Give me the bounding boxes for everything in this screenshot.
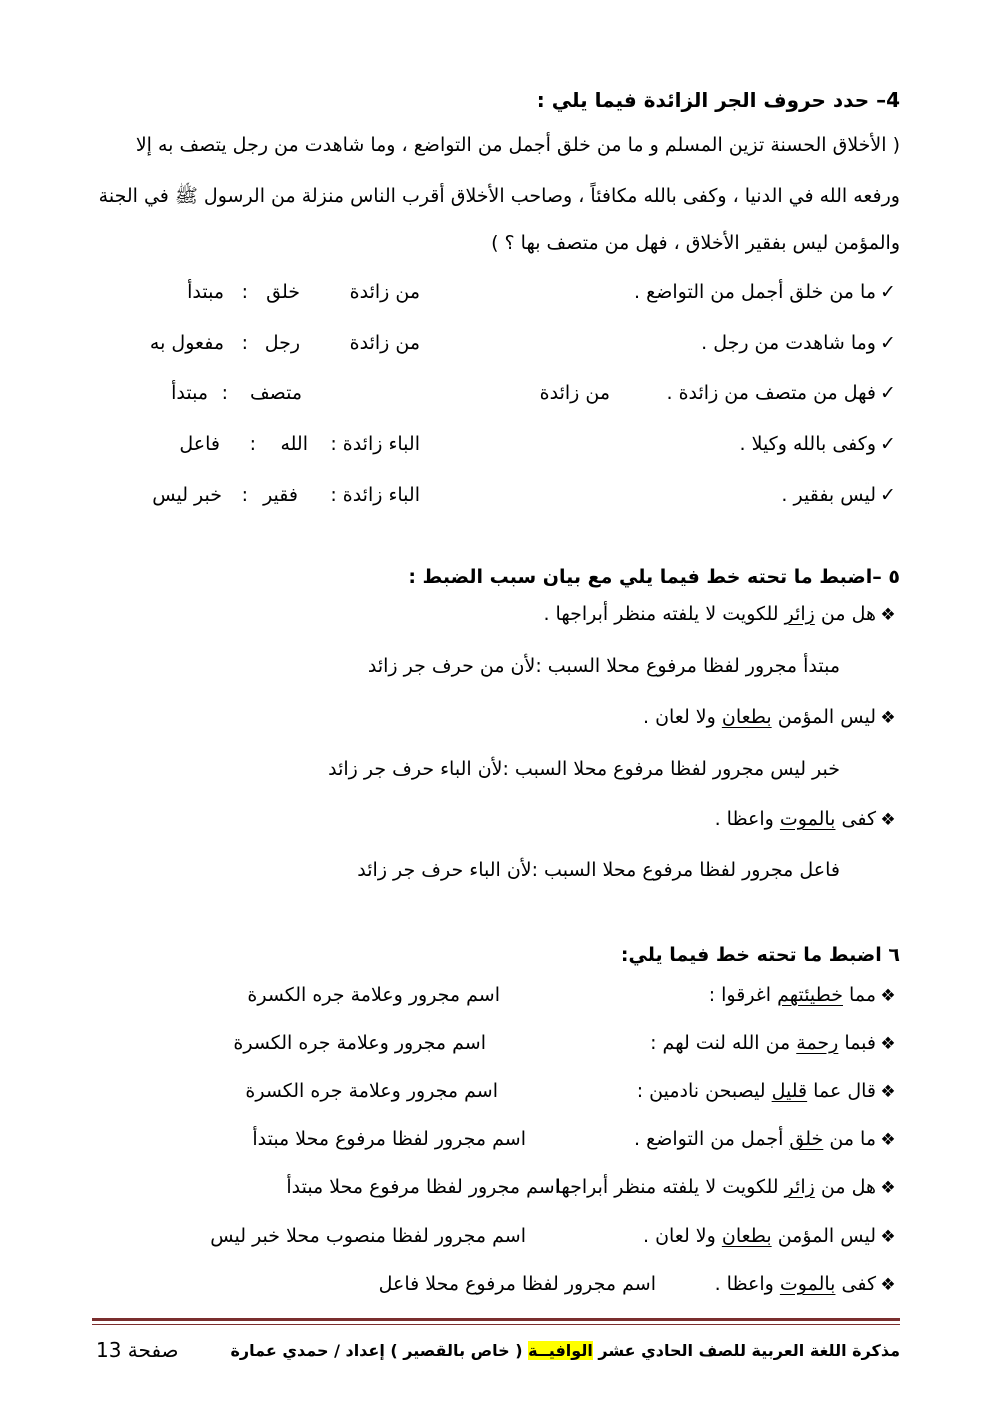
- underlined-word: خلق: [789, 1128, 824, 1150]
- underlined-word: بالموت: [779, 1273, 836, 1295]
- q4-row-sentence: ✓فهل من متصف من زائدة .: [667, 382, 900, 404]
- footer-text: مذكرة اللغة العربية للصف الحادي عشر الوافيــة ( خاص بالقصير ) إعداد / حمدي عمارة: [230, 1341, 900, 1360]
- underlined-word: خطيئتهم: [777, 984, 843, 1006]
- q6-item: ❖كفى بالموت واعظا .: [715, 1273, 900, 1295]
- q5-answer: مبتدأ مجرور لفظا مرفوع محلا السبب :لأن من حرف جر زائد: [367, 655, 840, 677]
- q6-answer: اسم مجرور وعلامة جره الكسرة: [233, 1032, 486, 1054]
- q4-paragraph-line-2: ورفعه الله في الدنيا ، وكفى بالله مكافئاً ، وصاحب الأخلاق أقرب الناس منزلة من الرسول ﷺ في الجنة: [98, 185, 900, 207]
- q6-title: ٦ اضبط ما تحته خط فيما يلي:: [620, 944, 900, 966]
- q4-row-particle: من زائدة: [539, 382, 610, 404]
- q4-row-separator: :: [241, 281, 248, 303]
- q6-answer: اسم مجرور لفظا مرفوع محلا فاعل: [378, 1273, 656, 1295]
- check-icon: ✓: [880, 332, 896, 354]
- footer-divider: [92, 1318, 900, 1321]
- check-icon: ✓: [880, 433, 896, 455]
- footer-divider: [92, 1324, 900, 1325]
- diamond-bullet-icon: ❖: [880, 1275, 896, 1295]
- diamond-bullet-icon: ❖: [880, 1130, 896, 1150]
- q4-row-role: مبتدأ: [171, 382, 208, 404]
- q4-row-separator: :: [221, 382, 228, 404]
- q4-row-sentence: ✓وكفى بالله وكيلا .: [740, 433, 900, 455]
- check-icon: ✓: [880, 281, 896, 303]
- q4-row-word: متصف: [249, 382, 302, 404]
- q4-row-sentence: ✓وما شاهدت من رجل .: [701, 332, 900, 354]
- q6-answer: اسم مجرور لفظا منصوب محلا خبر ليس: [210, 1225, 526, 1247]
- q6-answer: اسم مجرور لفظا مرفوع محلا مبتدأ: [252, 1128, 526, 1150]
- q4-row-particle: من زائدة: [349, 332, 420, 354]
- underlined-word: بالموت: [779, 808, 836, 830]
- q6-item: ❖ما من خلق أجمل من التواضع .: [634, 1128, 900, 1150]
- underlined-word: بطعان: [721, 706, 772, 728]
- q6-answer: اسم مجرور وعلامة جره الكسرة: [247, 984, 500, 1006]
- q4-row-role: فاعل: [179, 433, 220, 455]
- q4-row-word: فقير: [263, 484, 298, 506]
- q4-row-particle: الباء زائدة :: [330, 433, 420, 455]
- q5-answer: فاعل مجرور لفظا مرفوع محلا السبب :لأن الباء حرف جر زائد: [357, 859, 840, 881]
- underlined-word: قليل: [771, 1080, 808, 1102]
- q5-item: ❖ليس المؤمن بطعان ولا لعان .: [643, 706, 900, 728]
- q4-title: 4– حدد حروف الجر الزائدة فيما يلي :: [536, 88, 900, 112]
- q4-row-particle: الباء زائدة :: [330, 484, 420, 506]
- q5-answer: خبر ليس مجرور لفظا مرفوع محلا السبب :لأن الباء حرف جر زائد: [328, 758, 840, 780]
- q4-row-particle: من زائدة: [349, 281, 420, 303]
- q4-row-word: رجل: [264, 332, 300, 354]
- diamond-bullet-icon: ❖: [880, 1082, 896, 1102]
- check-icon: ✓: [880, 484, 896, 506]
- q6-item: ❖قال عما قليل ليصبحن نادمين :: [637, 1080, 900, 1102]
- diamond-bullet-icon: ❖: [880, 605, 896, 625]
- q6-item: ❖هل من زائر للكويت لا يلفته منظر أبراجها .: [543, 1176, 900, 1198]
- diamond-bullet-icon: ❖: [880, 810, 896, 830]
- q6-answer: اسم مجرور لفظا مرفوع محلا مبتدأ: [286, 1176, 560, 1198]
- q6-item: ❖مما خطيئتهم اغرقوا :: [709, 984, 900, 1006]
- q5-item: ❖هل من زائر للكويت لا يلفته منظر أبراجها .: [543, 603, 900, 625]
- highlighted-word: الوافيــة: [528, 1341, 593, 1360]
- diamond-bullet-icon: ❖: [880, 708, 896, 728]
- q4-row-separator: :: [241, 332, 248, 354]
- check-icon: ✓: [880, 382, 896, 404]
- q5-item: ❖كفى بالموت واعظا .: [715, 808, 900, 830]
- q4-paragraph-line-3: والمؤمن ليس بفقير الأخلاق ، فهل من متصف بها ؟ ): [491, 232, 900, 254]
- q4-paragraph-line-1: ( الأخلاق الحسنة تزين المسلم و ما من خلق أجمل من التواضع ، وما شاهدت من رجل يتصف به إلا: [135, 134, 900, 156]
- q4-row-role: مبتدأ: [187, 281, 224, 303]
- diamond-bullet-icon: ❖: [880, 1034, 896, 1054]
- diamond-bullet-icon: ❖: [880, 1227, 896, 1247]
- diamond-bullet-icon: ❖: [880, 1178, 896, 1198]
- q6-item: ❖ليس المؤمن بطعان ولا لعان .: [643, 1225, 900, 1247]
- underlined-word: بطعان: [721, 1225, 772, 1247]
- q4-row-role: مفعول به: [149, 332, 224, 354]
- diamond-bullet-icon: ❖: [880, 986, 896, 1006]
- q4-row-word: الله: [280, 433, 308, 455]
- q4-row-sentence: ✓ليس بفقير .: [781, 484, 900, 506]
- q4-row-role: خبر ليس: [152, 484, 222, 506]
- page-number: صفحة 13: [96, 1338, 179, 1362]
- q4-row-word: خلق: [266, 281, 300, 303]
- q6-item: ❖فبما رحمة من الله لنت لهم :: [650, 1032, 900, 1054]
- q4-row-separator: :: [241, 484, 248, 506]
- q5-title: ٥ –اضبط ما تحته خط فيما يلي مع بيان سبب الضبط :: [408, 566, 900, 588]
- q6-answer: اسم مجرور وعلامة جره الكسرة: [245, 1080, 498, 1102]
- q4-row-separator: :: [249, 433, 256, 455]
- underlined-word: زائر: [784, 603, 815, 625]
- underlined-word: زائر: [784, 1176, 815, 1198]
- q4-row-sentence: ✓ما من خلق أجمل من التواضع .: [634, 281, 900, 303]
- underlined-word: رحمة: [796, 1032, 839, 1054]
